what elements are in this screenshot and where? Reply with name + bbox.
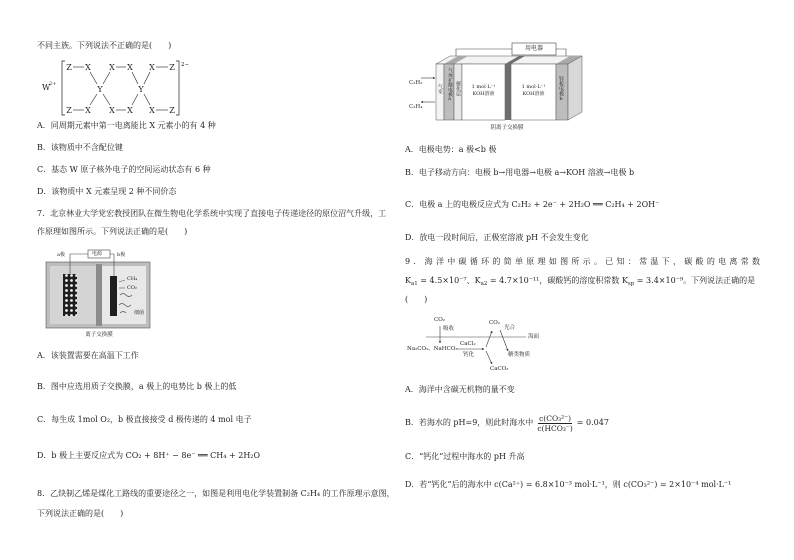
catalyst-layer-label: 催化层 — [455, 81, 461, 96]
atom-x: X — [149, 106, 155, 115]
ka1-subscript: a1 — [410, 281, 418, 287]
anion-charge: 2− — [181, 62, 190, 68]
electrode-b-label: 锌板电极b — [558, 76, 564, 102]
sea-surface-label: 海面 — [528, 334, 540, 340]
caco3-label: CaCO₃ — [490, 366, 509, 372]
carbonates-label: Na₂CO₃、NaHCO₃ — [407, 346, 458, 352]
q6-stem-tail: 不同主族。下列说法不正确的是( ) — [37, 41, 172, 50]
q8-option-b: B．电子移动方向：电极 b→用电器→电极 a→KOH 溶液→电极 b — [405, 168, 635, 177]
q9-stem-line1: 9．海洋中碳循环的简单原理如图所示。已知：常温下，碳酸的电离常数 — [405, 257, 760, 266]
middle-row-atoms — [96, 85, 144, 94]
ksp-subscript: sp — [627, 281, 635, 287]
co2-label: CO₂ — [127, 285, 137, 291]
q6-option-b: B．该物质中不含配位键 — [37, 143, 123, 152]
electrode-b — [110, 276, 117, 316]
q6-option-c: C．基态 W 原子核外电子的空间运动状态有 6 种 — [37, 165, 211, 174]
electrode-a-label: a极 — [57, 252, 65, 258]
ka2-symbol: K — [474, 276, 481, 285]
top-row-atoms — [66, 63, 175, 72]
q9-option-b — [405, 412, 609, 434]
q8-stem-line2: 下列说法正确的是( ) — [37, 509, 124, 518]
q9-option-d: D．若“钙化”后的海水中 c(Ca²⁺) = 6.8×10⁻³ mol·L⁻¹，则 c(CO₃²⁻) = 2×10⁻⁴ mol·L⁻¹ — [405, 480, 732, 489]
q9-stem-line3: ( ) — [405, 295, 428, 304]
bond — [90, 72, 97, 84]
q7-option-b: B．图中应选用质子交换膜，a 极上的电势比 b 极上的低 — [37, 382, 237, 391]
photosynthesis-arrow — [500, 330, 508, 351]
ion-exchange-membrane — [96, 264, 102, 326]
q6-option-a: A．同周期元素中第一电离能比 X 元素小的有 4 种 — [37, 121, 216, 130]
right-bracket — [176, 61, 179, 115]
atom-x: X — [109, 106, 115, 115]
q8-option-d: D．放电一段时间后，正极室溶液 pH 不会发生变化 — [405, 233, 589, 242]
atom-x: X — [85, 63, 91, 72]
atom-x: X — [149, 63, 155, 72]
bonds — [73, 67, 168, 110]
ch4-label: CH₄ — [127, 276, 138, 282]
ksp-symbol: K — [621, 276, 628, 285]
q9-option-a: A．海洋中含碳无机物的量不变 — [405, 385, 515, 394]
atom-x: X — [85, 106, 91, 115]
q7-figure — [44, 248, 156, 342]
ka2-subscript: a2 — [480, 281, 488, 287]
q6-structure-diagram — [38, 58, 208, 118]
q7-stem-line1: 7．北京林业大学党宏教授团队在微生物电化学系统中实现了直接电子传递途径的原位沼气升级，工 — [37, 209, 387, 218]
bottom-row-atoms — [66, 106, 175, 115]
fraction-denominator: c(HCO₃⁻) — [537, 423, 573, 433]
concentration-ratio-fraction — [536, 414, 573, 433]
atom-x: X — [127, 106, 133, 115]
bond — [103, 72, 110, 84]
atom-z: Z — [66, 106, 72, 115]
ksp-value: = 3.4×10⁻⁹。下列说法正确的是 — [634, 276, 756, 285]
electrode-a-biofilm — [63, 274, 77, 316]
q7-option-a: A．该装置需要在高温下工作 — [37, 351, 139, 360]
outlet-label: C₂H₄ — [409, 104, 423, 110]
bond — [144, 72, 150, 84]
co2-absorb-label: CO₂ — [434, 317, 445, 323]
inlet-label: C₂H₂ — [409, 80, 423, 86]
absorb-label: 吸收 — [443, 326, 455, 332]
left-solution-name: KOH溶液 — [472, 91, 495, 97]
figure-caption: 离子交换膜 — [85, 332, 113, 338]
gas-chamber-label: 气室 — [437, 84, 443, 94]
q8-option-c: C．电极 a 上的电极反应式为 C₂H₂ + 2e⁻ + 2H₂O ══ C₂H₄ + 2OH⁻ — [405, 200, 660, 209]
ka1-value: = 4.5×10⁻⁷、 — [417, 276, 475, 285]
atom-y: Y — [97, 85, 103, 94]
cacl2-label: CaCl₂ — [460, 341, 476, 347]
right-solution-concentration: 1 mol·L⁻¹ — [521, 84, 546, 90]
q6-option-d: D．该物质中 X 元素呈现 2 种不同价态 — [37, 187, 177, 196]
bond — [90, 94, 97, 105]
q8-figure — [406, 38, 588, 134]
cation-symbol: W — [42, 83, 51, 92]
q7-option-c: C．每生成 1mol O₂，b 极直接接受 d 极传递的 4 mol 电子 — [37, 415, 252, 424]
q9-option-c: C．“钙化”过程中海水的 pH 升高 — [405, 452, 525, 461]
atom-z: Z — [169, 106, 175, 115]
q7-stem-line2: 作原理如图所示。下列说法正确的是( ) — [37, 227, 188, 236]
calcification-label: 钙化 — [463, 352, 475, 358]
q9-figure — [404, 314, 544, 376]
bond — [103, 94, 110, 105]
q8-option-a: A．电极电势：a 极<b 极 — [405, 145, 497, 154]
electrode-b-label: b极 — [117, 252, 126, 258]
bond — [132, 72, 138, 84]
electrode-a-label: 气体扩散电极a — [447, 68, 452, 102]
atom-y: Y — [138, 85, 144, 94]
cell-right-face — [568, 56, 582, 120]
atom-x: X — [109, 63, 115, 72]
atom-z: Z — [66, 63, 72, 72]
co2-release-arrow — [486, 331, 492, 347]
bacteria-label: 细菌 — [134, 310, 145, 316]
photosynthesis-label: 光合 — [504, 325, 516, 331]
figure-caption: 阴离子交换膜 — [490, 125, 524, 131]
sugars-label: 糖类物质 — [508, 352, 531, 358]
co2-photo-label: CO₂ — [489, 320, 500, 326]
atom-x: X — [127, 63, 133, 72]
bond — [144, 94, 150, 105]
caco3-arrow — [486, 351, 492, 364]
load-label: 用电器 — [524, 45, 543, 52]
ka2-value: = 4.7×10⁻¹¹，碳酸钙的溶度积常数 — [487, 276, 622, 285]
q7-option-d: D．b 极上主要反应式为 CO₂ + 8H⁺ − 8e⁻ ══ CH₄ + 2H₂O — [37, 451, 261, 460]
left-bracket — [62, 61, 65, 115]
atom-z: Z — [169, 63, 175, 72]
option-b-suffix: = 0.047 — [576, 418, 609, 427]
ka1-symbol: K — [405, 276, 411, 285]
cation-charge: 2+ — [49, 81, 57, 87]
q8-stem-line1: 8．乙炔制乙烯是煤化工路线的重要途径之一，如图是利用电化学装置制备 C₂H₄ 的工作原理示意图， — [37, 489, 395, 498]
fraction-numerator: c(CO₃²⁻) — [539, 413, 571, 423]
right-solution-name: KOH溶液 — [522, 91, 545, 97]
option-b-prefix: B．若海水的 pH=9，则此时海水中 — [405, 418, 534, 427]
bond — [132, 94, 138, 105]
q7-cell-drawing — [44, 248, 156, 342]
power-label: 电源 — [92, 251, 103, 257]
q9-stem-line2 — [405, 276, 755, 286]
left-solution-concentration: 1 mol·L⁻¹ — [471, 84, 496, 90]
